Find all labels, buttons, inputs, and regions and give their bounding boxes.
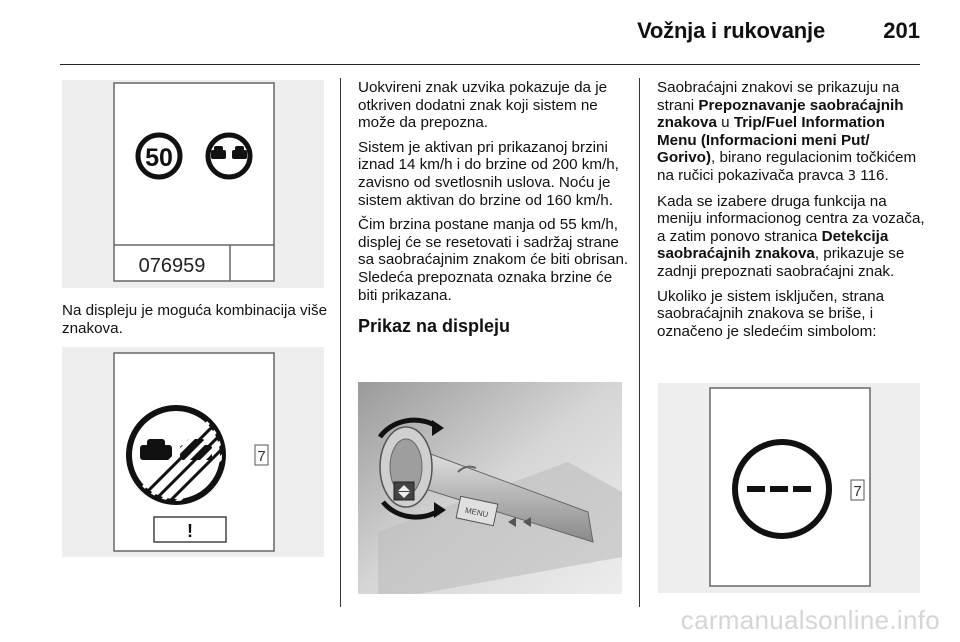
sign-display-illustration	[62, 80, 324, 288]
paragraph: Sistem je aktivan pri prikazanoj brzini iznad 14 km/h i do brzine od 200 km/h, zavisno od svetlosnih uslova. Noću je sistem aktivan do brzine od 160 km/h.	[358, 138, 619, 209]
section-heading: Prikaz na displeju	[358, 316, 511, 337]
column-divider	[340, 78, 341, 607]
page-title: Vožnja i rukovanje	[637, 18, 825, 43]
paragraph: Saobraćajni znakovi se prikazuju na strani Prepoznavanje saobraćajnih znakova u Trip/Fuel Information Menu (Informacioni meni Put/ Gorivo), birano regulacionim točkićem na ručici pokazivača pravca 3 116.	[657, 79, 917, 184]
stalk-menu-label: MENU	[464, 505, 490, 520]
speed-limit-value: 50	[145, 144, 173, 172]
paragraph: Na displeju je moguća kombinacija više znakova.	[62, 302, 328, 337]
col2-text	[358, 79, 634, 350]
col1-text	[62, 302, 332, 344]
figure-sign-display-1	[62, 80, 324, 288]
col3-text	[657, 79, 925, 347]
stalk-illustration	[358, 382, 622, 594]
paragraph: Kada se izabere druga funkcija na meniju informacionog centra za vozača, a zatim ponovo stranica Detekcija saobraćajnih znakova, prikazuje se zadnji prepoznati saobraćajni znak.	[657, 192, 925, 280]
system-off-illustration	[658, 383, 920, 593]
paragraph: Ukoliko je sistem isključen, strana saobraćajnih znakova se briše, i označeno je sledećim simbolom:	[657, 287, 885, 340]
figure-turn-signal-stalk	[358, 382, 622, 594]
figure-system-off-symbol	[658, 383, 920, 593]
cross-reference-icon: 3	[847, 168, 857, 184]
paragraph: Uokvireni znak uzvika pokazuje da je otkriven dodatni znak koji sistem ne može da prepozna.	[358, 79, 608, 132]
paragraph: Čim brzina postane manja od 55 km/h, displej će se resetovati i sadržaj strane sa saobraćajnim znakom će biti obrisan. Sledeća prepoznata oznaka brzine će biti prikazana.	[358, 216, 629, 304]
small-symbol: 7	[257, 448, 266, 465]
sign-code: 076959	[138, 255, 206, 277]
page-header	[60, 0, 920, 65]
small-symbol: 7	[853, 483, 862, 500]
watermark: carmanualsonline.info	[680, 605, 940, 635]
end-of-no-overtaking-illustration	[62, 347, 324, 557]
page-number: 201	[883, 18, 920, 43]
column-divider	[639, 78, 640, 607]
warning-mark: !	[187, 521, 193, 541]
figure-sign-display-2	[62, 347, 324, 557]
